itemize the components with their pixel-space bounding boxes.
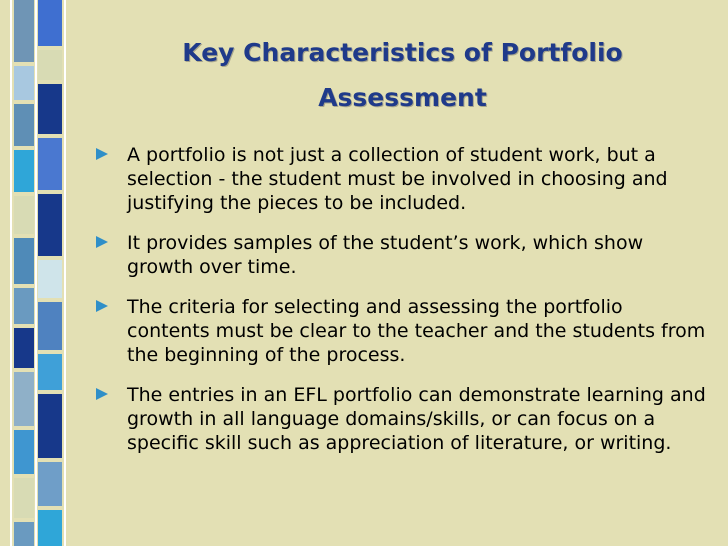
decorative-tile <box>14 150 34 192</box>
decorative-tile <box>14 104 34 146</box>
bullet-text: The criteria for selecting and assessing the portfolio contents must be clear to the teacher and the students from the beginning of the process. <box>127 296 706 366</box>
bullet-item <box>96 383 708 455</box>
decorative-strip <box>0 0 70 546</box>
decorative-tile <box>14 238 34 284</box>
decorative-tile <box>38 510 62 546</box>
triangle-bullet-icon <box>96 148 108 160</box>
decorative-line <box>35 0 37 546</box>
bullet-item <box>96 295 708 367</box>
decorative-tile <box>38 50 62 80</box>
decorative-tile <box>14 0 34 62</box>
decorative-tile <box>38 194 62 256</box>
slide-title-line-2: Assessment <box>318 83 487 112</box>
slide-title-line-1: Key Characteristics of Portfolio <box>182 38 623 67</box>
decorative-tile <box>14 372 34 426</box>
bullet-text: A portfolio is not just a collection of student work, but a selection - the student must be involved in choosing and justifying the pieces to be included. <box>127 144 668 214</box>
decorative-tile <box>38 0 62 46</box>
triangle-bullet-icon <box>96 300 108 312</box>
bullet-item <box>96 231 708 279</box>
decorative-line <box>64 0 66 546</box>
decorative-tile <box>38 462 62 506</box>
bullet-item <box>96 143 708 215</box>
decorative-tile <box>14 430 34 474</box>
decorative-tile <box>38 84 62 134</box>
triangle-bullet-icon <box>96 236 108 248</box>
triangle-bullet-icon <box>96 388 108 400</box>
decorative-tile <box>38 260 62 298</box>
decorative-tile <box>38 138 62 190</box>
decorative-tile <box>38 354 62 390</box>
decorative-tile <box>38 302 62 350</box>
bullet-list <box>96 143 708 471</box>
decorative-tile <box>14 288 34 324</box>
decorative-tile <box>14 478 34 518</box>
decorative-line <box>10 0 12 546</box>
decorative-tile <box>14 522 34 546</box>
bullet-text: The entries in an EFL portfolio can demonstrate learning and growth in all language domains/skills, or can focus on a specific skill such as appreciation of literature, or writing. <box>127 384 706 454</box>
bullet-text: It provides samples of the student’s work, which show growth over time. <box>127 232 644 278</box>
decorative-tile <box>38 394 62 458</box>
decorative-tile <box>14 196 34 234</box>
slide-title <box>95 30 710 120</box>
decorative-tile <box>14 66 34 100</box>
decorative-tile <box>14 328 34 368</box>
